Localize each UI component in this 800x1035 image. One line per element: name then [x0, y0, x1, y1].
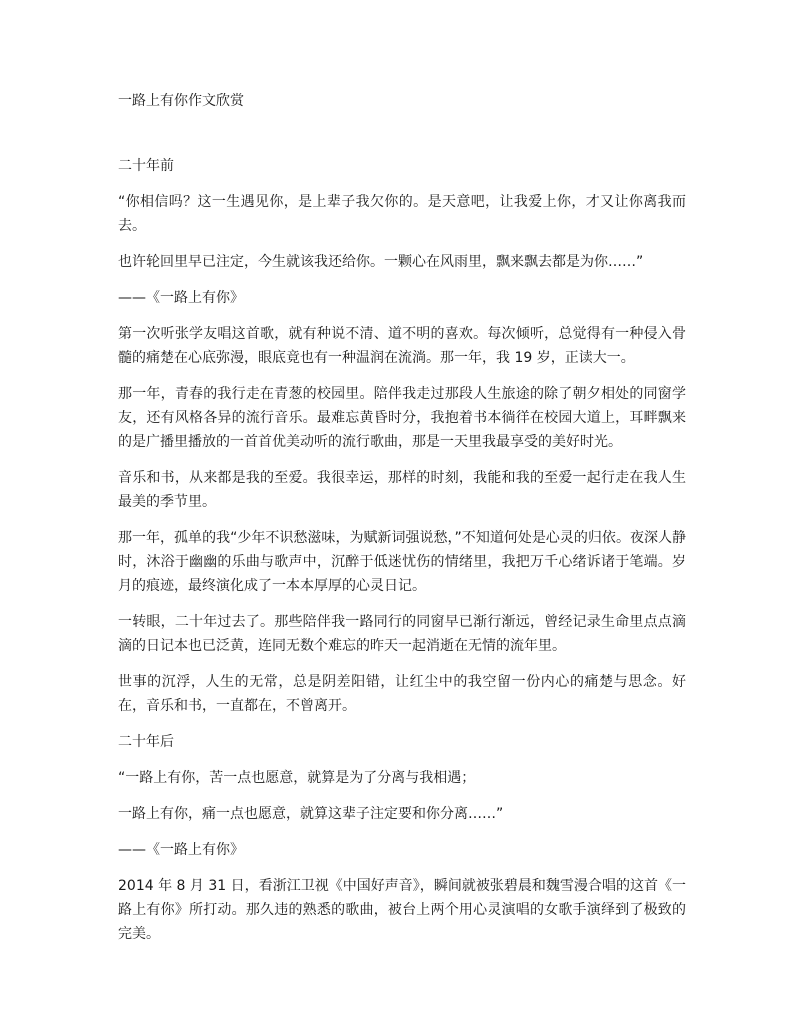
body-paragraph: 世事的沉浮，人生的无常，总是阴差阳错，让红尘中的我空留一份内心的痛楚与思念。好在，音乐和书，一直都在，不曾离开。 — [118, 674, 686, 714]
lyric-line: “一路上有你，苦一点也愿意，就算是为了分离与我相遇； — [118, 770, 476, 786]
lyric-line: 也许轮回里早已注定，今生就该我还给你。一颗心在风雨里，飘来飘去都是为你……” — [118, 254, 644, 270]
section-heading-before: 二十年前 — [118, 158, 174, 174]
lyric-line: 一路上有你，痛一点也愿意，就算这辈子注定要和你分离……” — [118, 806, 504, 822]
song-attribution: ——《一路上有你》 — [118, 842, 244, 858]
lyric-line: “你相信吗？这一生遇见你，是上辈子我欠你的。是天意吧，让我爱上你，才又让你离我而去。 — [118, 194, 686, 234]
body-paragraph: 那一年，孤单的我“少年不识愁滋味，为赋新词强说愁，”不知道何处是心灵的归依。夜深人静时，沐浴于幽幽的乐曲与歌声中，沉醉于低迷忧伤的情绪里，我把万千心绪诉诸于笔端。岁月的痕迹，最终演化成了一本本厚厚的心灵日记。 — [118, 530, 686, 594]
section-heading-after: 二十年后 — [118, 734, 174, 750]
body-paragraph: 音乐和书，从来都是我的至爱。我很幸运，那样的时刻，我能和我的至爱一起行走在我人生最美的季节里。 — [118, 470, 686, 510]
song-attribution: ——《一路上有你》 — [118, 290, 244, 306]
body-paragraph: 第一次听张学友唱这首歌，就有种说不清、道不明的喜欢。每次倾听，总觉得有一种侵入骨髓的痛楚在心底弥漫，眼底竟也有一种温润在流淌。那一年，我 19 岁，正读大一。 — [118, 326, 686, 366]
body-paragraph: 一转眼，二十年过去了。那些陪伴我一路同行的同窗早已渐行渐远，曾经记录生命里点点滴滴的日记本也已泛黄，连同无数个难忘的昨天一起消逝在无情的流年里。 — [118, 614, 686, 654]
body-paragraph: 那一年，青春的我行走在青葱的校园里。陪伴我走过那段人生旅途的除了朝夕相处的同窗学友，还有风格各异的流行音乐。最难忘黄昏时分，我抱着书本徜徉在校园大道上，耳畔飘来的是广播里播放的一首首优美动听的流行歌曲，那是一天里我最享受的美好时光。 — [118, 386, 686, 450]
document-title: 一路上有你作文欣赏 — [118, 93, 244, 109]
body-paragraph: 2014 年 8 月 31 日，看浙江卫视《中国好声音》，瞬间就被张碧晨和魏雪漫合唱的这首《一路上有你》所打动。那久违的熟悉的歌曲，被台上两个用心灵演唱的女歌手演绎到了极致的完美。 — [118, 878, 686, 942]
title-spacer — [118, 112, 686, 154]
document-page — [118, 90, 686, 958]
